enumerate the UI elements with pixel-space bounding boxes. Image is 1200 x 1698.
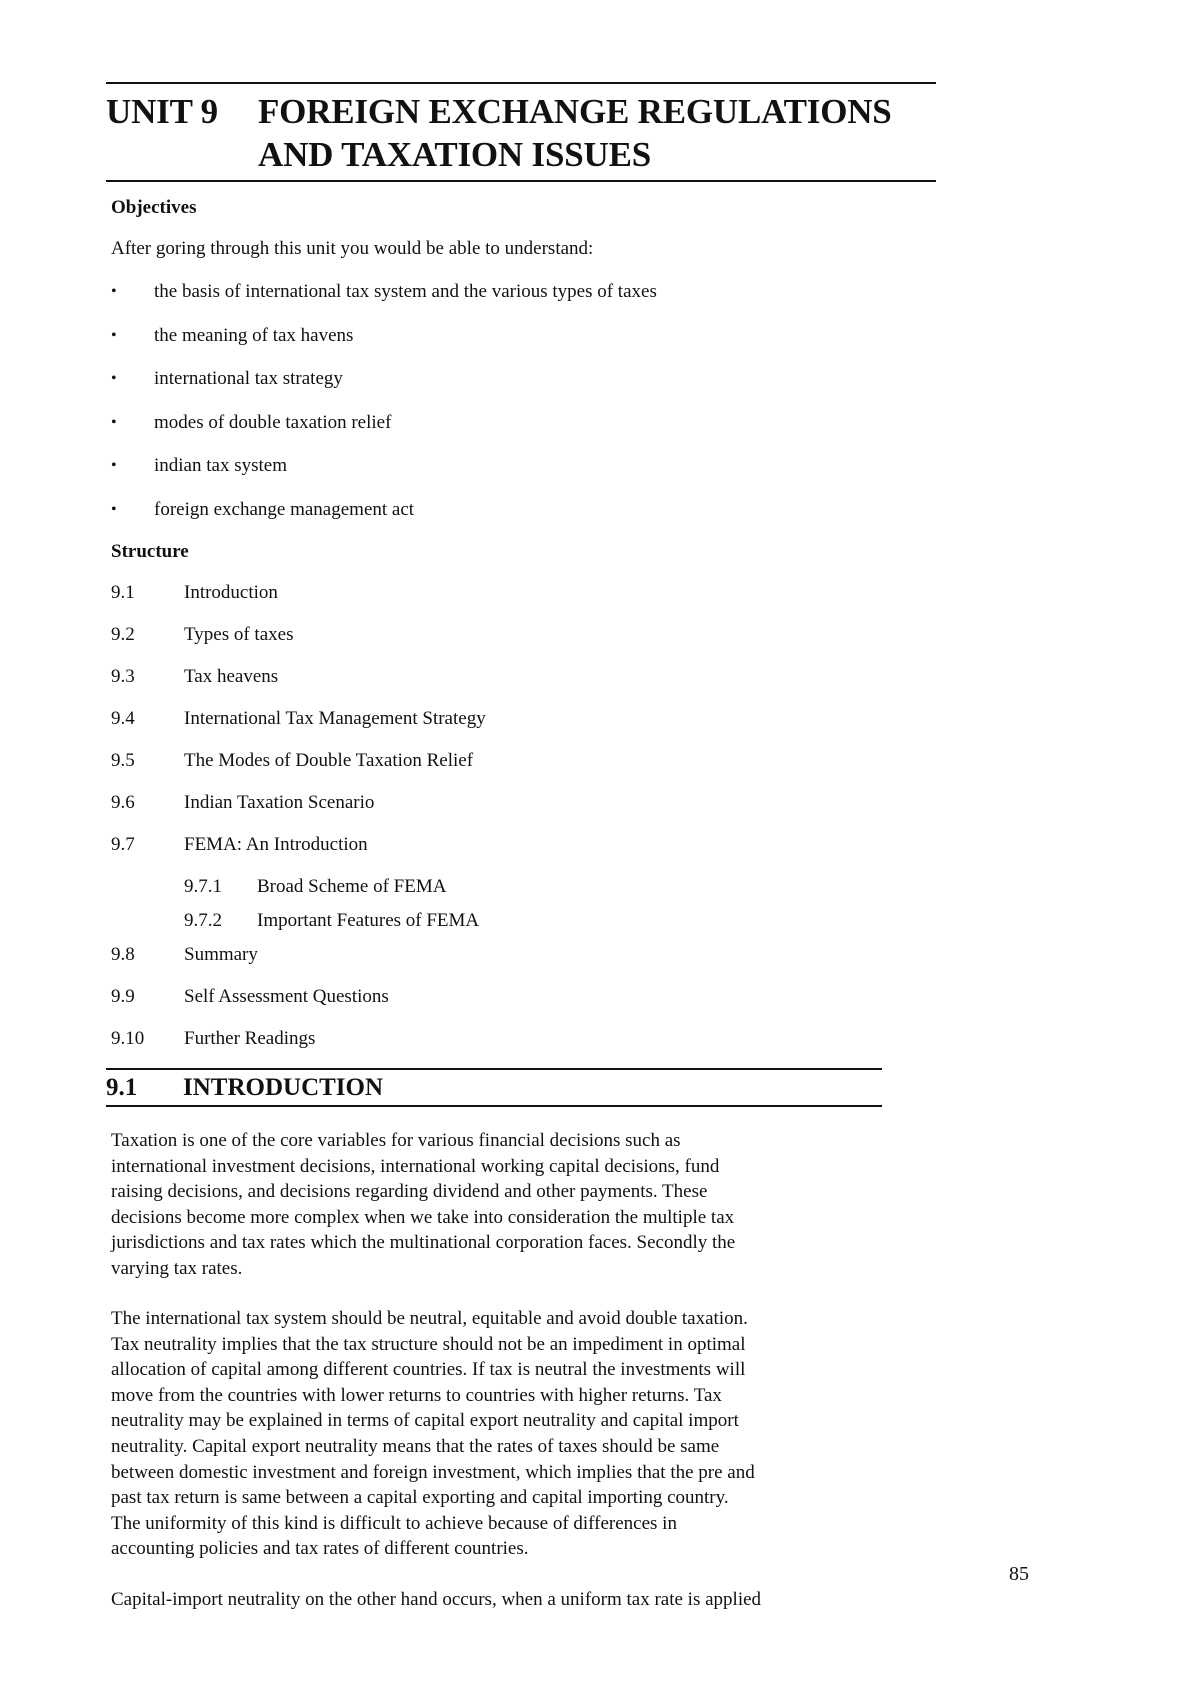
list-item xyxy=(111,498,657,542)
list-item-text: foreign exchange management act xyxy=(154,498,415,520)
structure-item-label: Important Features of FEMA xyxy=(257,910,480,931)
structure-item xyxy=(111,943,486,985)
structure-item-label: FEMA: An Introduction xyxy=(184,834,368,855)
paragraph-line: Capital-import neutrality on the other hand occurs, when a uniform tax rate is applied xyxy=(111,1589,762,1610)
bullet-icon: • xyxy=(111,500,117,518)
structure-item xyxy=(111,665,486,707)
structure-item-label: Broad Scheme of FEMA xyxy=(257,876,447,897)
structure-item-number: 9.3 xyxy=(111,666,135,687)
structure-item xyxy=(111,1027,486,1069)
paragraph-line: allocation of capital among different countries. If tax is neutral the investments will xyxy=(111,1359,746,1381)
structure-item xyxy=(111,909,486,943)
structure-item-number: 9.7.1 xyxy=(184,876,222,897)
unit-title-line-1: FOREIGN EXCHANGE REGULATIONS xyxy=(258,92,892,131)
structure-item-label: Introduction xyxy=(184,582,278,603)
paragraph xyxy=(111,1306,871,1562)
list-item-text: modes of double taxation relief xyxy=(154,411,392,433)
structure-item-number: 9.7 xyxy=(111,834,135,855)
structure-item-label: Types of taxes xyxy=(184,624,294,645)
structure-item-number: 9.1 xyxy=(111,582,135,603)
list-item-text: the meaning of tax havens xyxy=(154,324,354,346)
structure-item-label: International Tax Management Strategy xyxy=(184,708,486,729)
paragraph-line: The uniformity of this kind is difficult to achieve because of differences in xyxy=(111,1512,677,1534)
structure-heading: Structure xyxy=(111,541,189,562)
paragraph-line: accounting policies and tax rates of different countries. xyxy=(111,1538,529,1560)
structure-item-number: 9.9 xyxy=(111,986,135,1007)
structure-item-number: 9.8 xyxy=(111,944,135,965)
structure-item xyxy=(111,791,486,833)
structure-list xyxy=(111,581,486,1069)
paragraph-line: raising decisions, and decisions regarding dividend and other payments. These xyxy=(111,1181,708,1203)
structure-item-number: 9.10 xyxy=(111,1028,145,1049)
structure-item-number: 9.7.2 xyxy=(184,910,222,931)
bullet-icon: • xyxy=(111,457,117,474)
unit-header xyxy=(106,82,936,182)
list-item xyxy=(111,367,657,411)
bullet-icon: • xyxy=(111,283,117,300)
structure-item xyxy=(111,985,486,1027)
structure-item xyxy=(111,875,486,909)
structure-item xyxy=(111,581,486,623)
structure-item xyxy=(111,623,486,665)
structure-item-label: Further Readings xyxy=(184,1028,316,1049)
list-item-text: the basis of international tax system and the various types of taxes xyxy=(154,281,657,302)
section-header xyxy=(106,1068,882,1107)
structure-item xyxy=(111,749,486,791)
structure-item-number: 9.4 xyxy=(111,708,135,729)
structure-item-label: Summary xyxy=(184,944,258,965)
bullet-icon: • xyxy=(111,370,117,387)
paragraph xyxy=(111,1587,871,1613)
structure-item-number: 9.5 xyxy=(111,750,135,771)
unit-title-line-2: AND TAXATION ISSUES xyxy=(258,135,651,174)
page-number: 85 xyxy=(1009,1563,1029,1585)
paragraph-line: between domestic investment and foreign investment, which implies that the pre and xyxy=(111,1461,755,1483)
structure-item-label: Self Assessment Questions xyxy=(184,986,389,1007)
objectives-intro: After goring through this unit you would be able to understand: xyxy=(111,238,594,259)
paragraph-line: neutrality may be explained in terms of capital export neutrality and capital import xyxy=(111,1410,739,1432)
paragraph xyxy=(111,1128,871,1282)
list-item xyxy=(111,411,657,455)
list-item-text: international tax strategy xyxy=(154,368,343,389)
structure-item-label: Indian Taxation Scenario xyxy=(184,792,375,813)
unit-number: UNIT 9 xyxy=(106,92,218,131)
paragraph-line: jurisdictions and tax rates which the multinational corporation faces. Secondly the xyxy=(111,1232,736,1254)
paragraph-line: Taxation is one of the core variables for various financial decisions such as xyxy=(111,1130,681,1151)
list-item xyxy=(111,280,657,324)
structure-item-number: 9.6 xyxy=(111,792,135,813)
structure-item-label: Tax heavens xyxy=(184,666,279,687)
list-item xyxy=(111,454,657,498)
paragraph-line: move from the countries with lower returns to countries with higher returns. Tax xyxy=(111,1384,722,1406)
paragraph-line: The international tax system should be neutral, equitable and avoid double taxation. xyxy=(111,1308,748,1329)
structure-item xyxy=(111,707,486,749)
section-number: 9.1 xyxy=(106,1074,138,1101)
paragraph-line: international investment decisions, international working capital decisions, fund xyxy=(111,1155,720,1177)
objectives-list xyxy=(111,280,657,541)
bullet-icon: • xyxy=(111,326,117,344)
section-title: INTRODUCTION xyxy=(183,1074,384,1101)
paragraph-line: neutrality. Capital export neutrality means that the rates of taxes should be same xyxy=(111,1435,720,1457)
structure-item-label: The Modes of Double Taxation Relief xyxy=(184,750,474,771)
list-item xyxy=(111,324,657,368)
structure-item xyxy=(111,833,486,875)
paragraph-line: varying tax rates. xyxy=(111,1257,243,1279)
objectives-heading: Objectives xyxy=(111,197,197,218)
paragraph-line: Tax neutrality implies that the tax structure should not be an impediment in optimal xyxy=(111,1333,746,1355)
paragraph-line: decisions become more complex when we take into consideration the multiple tax xyxy=(111,1206,735,1228)
bullet-icon: • xyxy=(111,413,117,431)
paragraph-line: past tax return is same between a capital exporting and capital importing country. xyxy=(111,1487,729,1509)
list-item-text: indian tax system xyxy=(154,455,287,476)
structure-item-number: 9.2 xyxy=(111,624,135,645)
